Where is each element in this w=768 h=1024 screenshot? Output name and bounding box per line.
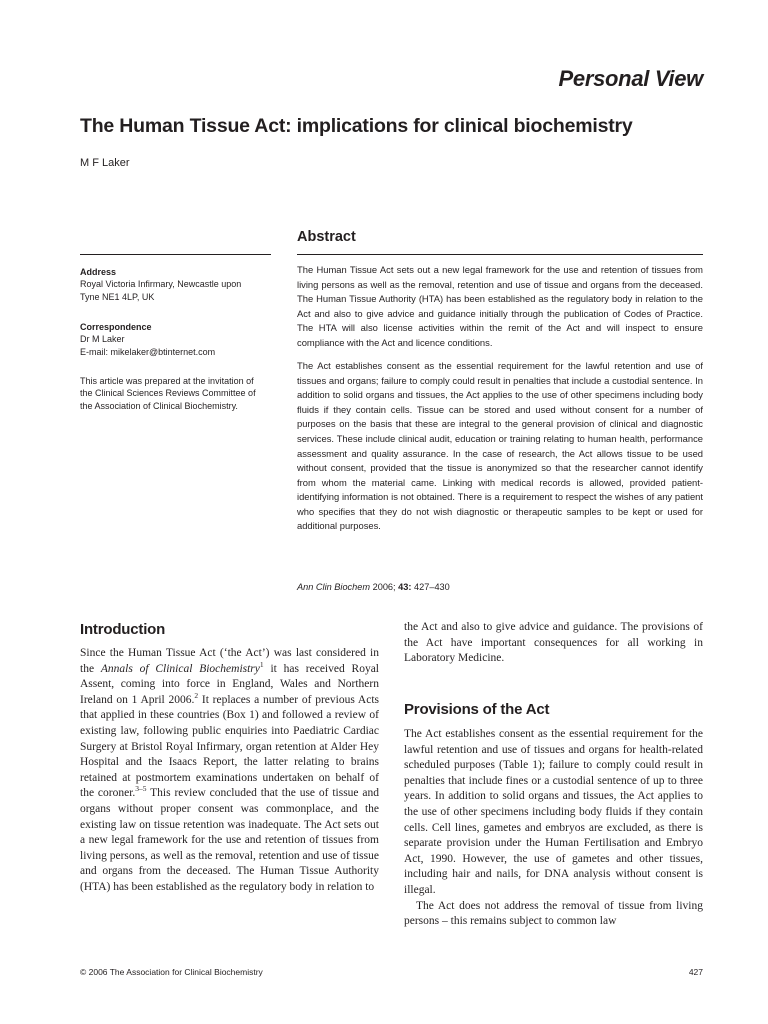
invitation-line: the Clinical Sciences Reviews Committee of: [80, 388, 256, 399]
copyright: © 2006 The Association for Clinical Biochemistry: [80, 967, 263, 977]
correspondence-name: Dr M Laker: [80, 334, 125, 345]
section-label: Personal View: [558, 66, 703, 91]
introduction-heading: Introduction: [80, 621, 166, 638]
introduction-body: [80, 646, 379, 896]
text-run: It replaces a number of previous Acts that applied in these countries (Box 1) and followed a review of existing law, following public enquiries into Paediatric Cardiac Surgery at Bristol Royal Infirmary, organ retention at Alder Hey Hospital and the Isaacs Report, the latter relating to brains retained at postmortem examinations undertaken on behalf of the coroner.: [80, 693, 379, 800]
text-run: This review concluded that the use of tissue and organs without proper consent was commonplace, and the existing law on tissue retention was inadequate. The Act sets out a new legal framework for the use and retention of tissues from living persons, as well as the removal, retention and use of tissue and organs from the deceased. The Human Tissue Authority (HTA) has been established as the regulatory body in relation to: [80, 787, 379, 893]
citation-volume: 43:: [398, 582, 412, 592]
author: M F Laker: [80, 157, 130, 169]
abstract-paragraph: The Act establishes consent as the essential requirement for the lawful retention and use of tissues and organs; failure to comply could result in penalties that include a custodial sentence. In addition to solid organs and tissues, the Act applies to the use of other specimens including body fluids if they contain cells. Tissue can be stored and used without consent for a number of purposes on the basis that these are integral to the general provision of clinical and diagnostic services. These include clinical audit, education or training relating to human health, performance assessment and quality assurance. In the case of research, the Act allows tissue to be used without consent, provided that the tissue is anonymized so that the researcher cannot identify from whom the material came. Linking with medical records is allowed, provided patient-identifying information is not obtained. There is a requirement to respect the wishes of any patient who specifies that they do not wish diagnostic or therapeutic samples to be kept or used for additional purposes.: [297, 360, 703, 532]
citation: [297, 582, 450, 592]
introduction-paragraph: the Act and also to give advice and guidance. The provisions of the Act have important consequences for all working in Laboratory Medicine.: [404, 621, 703, 665]
address-block: [80, 266, 275, 303]
reference-marker: 1: [259, 659, 264, 669]
citation-year: 2006;: [372, 582, 396, 592]
reference-marker: 2: [194, 690, 199, 700]
correspondence-email: E-mail: mikelaker@btinternet.com: [80, 346, 216, 357]
introduction-paragraph: [80, 646, 379, 896]
introduction-continuation: [404, 620, 703, 667]
address-label: Address: [80, 267, 117, 277]
text-run: Since the Human Tissue Act (‘the Act’) was last considered in the: [80, 647, 379, 675]
provisions-paragraph: The Act establishes consent as the essential requirement for the lawful retention and use of tissues and organs for health-related scheduled purposes (Table 1); failure to comply could result in penalties that include fines or a custodial sentence of up to three years. In addition to solid organs and tissues, the Act applies to the use of other specimens including body fluids if they contain cells. Cell lines, gametes and embryos are excluded, as there is separate provision under the Human Fertilisation and Embryo Act, 1990. However, the use of gametes and other tissues, including hair and nails, for DNA analysis without consent is illegal.: [404, 728, 703, 896]
invitation-line: This article was prepared at the invitation of: [80, 376, 254, 386]
article-title: The Human Tissue Act: implications for clinical biochemistry: [80, 115, 633, 137]
reference-marker: 3–5: [135, 784, 147, 794]
address-line: Tyne NE1 4LP, UK: [80, 291, 155, 302]
journal-name: Annals of Clinical Biochemistry: [100, 662, 260, 675]
correspondence-block: [80, 321, 275, 358]
text-run: it has received Royal Assent, coming into force in England, Wales and Northern Ireland on 1 April 2006.: [80, 662, 379, 706]
invitation-note: [80, 375, 275, 412]
page-number: 427: [688, 967, 703, 977]
citation-journal: Ann Clin Biochem: [297, 582, 371, 592]
correspondence-label: Correspondence: [80, 322, 152, 332]
provisions-paragraph: The Act does not address the removal of tissue from living persons – this remains subject to common law: [404, 899, 703, 928]
abstract-heading: Abstract: [297, 229, 356, 245]
abstract-body: [297, 263, 703, 543]
citation-pages: 427–430: [414, 582, 450, 592]
divider-left: [80, 254, 271, 255]
invitation-line: the Association of Clinical Biochemistry.: [80, 400, 238, 411]
divider-right: [297, 254, 703, 255]
provisions-body: [404, 727, 703, 930]
provisions-heading: Provisions of the Act: [404, 701, 550, 718]
abstract-paragraph: The Human Tissue Act sets out a new legal framework for the use and retention of tissues from living persons as well as the removal, retention and use of tissue and organs from the deceased. The Human Tissue Authority (HTA) has been established as the regulatory body in relation to the Act and also to give advice and guidance initially through the publication of Codes of Practice. The HTA will also license activities within the remit of the Act and will inspect to ensure compliance with the Act and licence conditions.: [297, 264, 703, 348]
address-line: Royal Victoria Infirmary, Newcastle upon: [80, 279, 242, 290]
